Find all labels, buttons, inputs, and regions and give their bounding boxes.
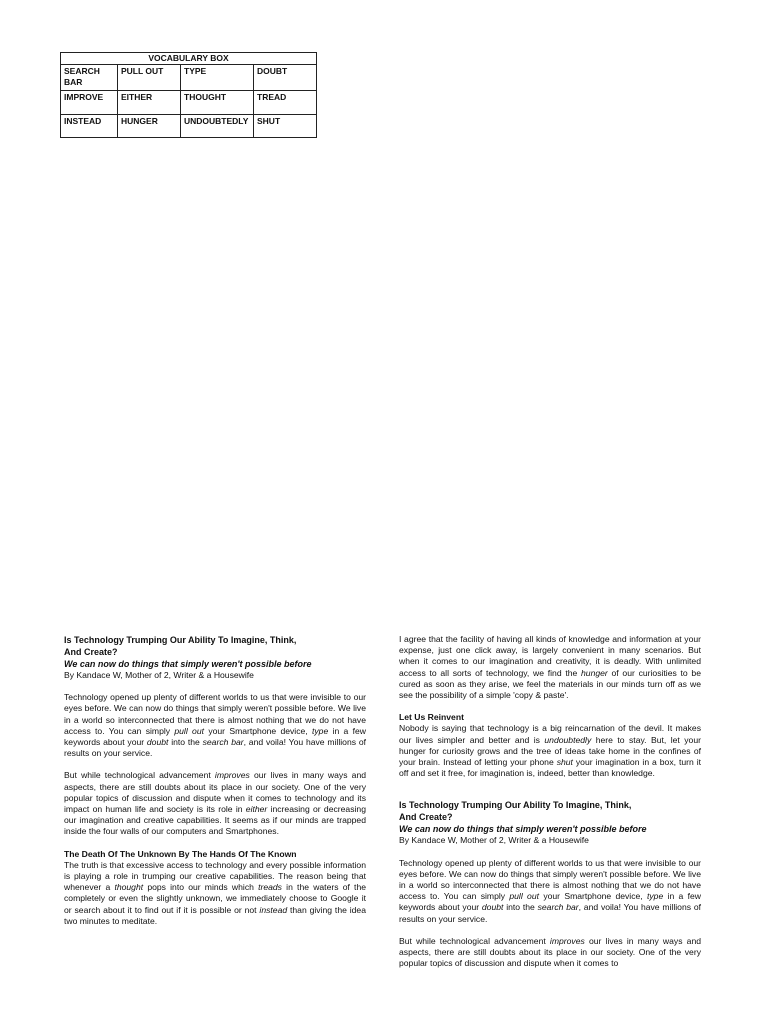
section-heading-death-of-unknown: The Death Of The Unknown By The Hands Of The Known [64,848,297,859]
article-byline-repeat: By Kandace W, Mother of 2, Writer & a Housewife [399,835,589,846]
vocab-cell: TYPE [181,65,254,91]
vocab-cell: IMPROVE [61,91,118,115]
paragraph-truth: The truth is that excessive access to technology and every possible information is playing a role in trumping our creative capabilities. The reason being that whenever a thought pops into our minds which treads in the waters of the completely or even the slightly unknown, we immediately choose to Google it or search about it to find out if it is possible or not instead than giving the idea two minutes to meditate. [64,859,367,926]
vocabulary-box-title: VOCABULARY BOX [61,53,317,65]
vocab-cell: HUNGER [118,115,181,138]
vocab-cell: SEARCH BAR [61,65,118,91]
paragraph-advancement-partial: But while technological advancement improves our lives in many ways and aspects, there are still doubts about its place in our society. One of the very popular topics of discussion and dispute when it comes to [399,935,701,969]
article-byline: By Kandace W, Mother of 2, Writer & a Housewife [64,670,254,680]
vocab-cell: EITHER [118,91,181,115]
article-title-line1: Is Technology Trumping Our Ability To Imagine, Think, [399,800,632,811]
article-title-line2: And Create? [399,812,453,823]
vocab-cell: TREAD [254,91,317,115]
article-title-repeat [399,799,701,823]
article-subtitle-repeat: We can now do things that simply weren't possible before [399,824,647,835]
vocab-cell: THOUGHT [181,91,254,115]
vocab-cell: INSTEAD [61,115,118,138]
paragraph-intro-repeat: Technology opened up plenty of different worlds to us that were invisible to our eyes before. We can now do things that simply weren't possible before. We live in a world so interconnected that there is almost nothing that we do not have access to. You can simply pull out your Smartphone device, type in a few keywords about your doubt into the search bar, and voila! You have millions of results on your service. [399,857,701,924]
paragraph-intro: Technology opened up plenty of different worlds to us that were invisible to our eyes before. We can now do things that simply weren't possible before. We live in a world so interconnected that there is almost nothing that we do not have access to. You can simply pull out your Smartphone device, type in a few keywords about your doubt into the search bar, and voila! You have millions of results on your service. [64,692,366,759]
article-right-column [399,634,701,980]
paragraph-reinvent: Nobody is saying that technology is a big reincarnation of the devil. It makes our lives simpler and better and is undoubtedly here to stay. But, let your hunger for curiosity grows and the tree of ideas take home in the confines of your brain. Instead of letting your phone shut your imagination in a box, turn it off and set it free, for imagination is, indeed, better than knowledge. [399,723,701,779]
paragraph-agree: I agree that the facility of having all kinds of knowledge and information at your expense, just one click away, is largely convenient in many scenarios. But when it comes to our imagination and creativity, it is deadly. With unlimited access to all sorts of technology, we find the hunger of our curiosities to be cured as soon as they arise, we feel the materials in our minds turn off as we see the possibility of a simple 'copy & paste'. [399,634,701,701]
article-title-line1: Is Technology Trumping Our Ability To Imagine, Think, [64,635,297,645]
article-left-column [64,634,366,938]
vocab-cell: UNDOUBTEDLY [181,115,254,138]
vocab-cell: DOUBT [254,65,317,91]
article-subtitle: We can now do things that simply weren't possible before [64,659,312,669]
article-title-line2: And Create? [64,647,118,657]
vocab-cell: PULL OUT [118,65,181,91]
article-title [64,634,366,658]
section-heading-reinvent: Let Us Reinvent [399,712,464,723]
vocabulary-box [60,52,317,138]
paragraph-advancement: But while technological advancement improves our lives in many ways and aspects, there are still doubts about its place in our society. One of the very popular topics of discussion and dispute when it comes to technology and its impact on human life and society is its role in either increasing or decreasing our imagination and creative capabilities. It seems as if our minds are trapped inside the four walls of our computers and Smartphones. [64,770,366,837]
vocab-cell: SHUT [254,115,317,138]
